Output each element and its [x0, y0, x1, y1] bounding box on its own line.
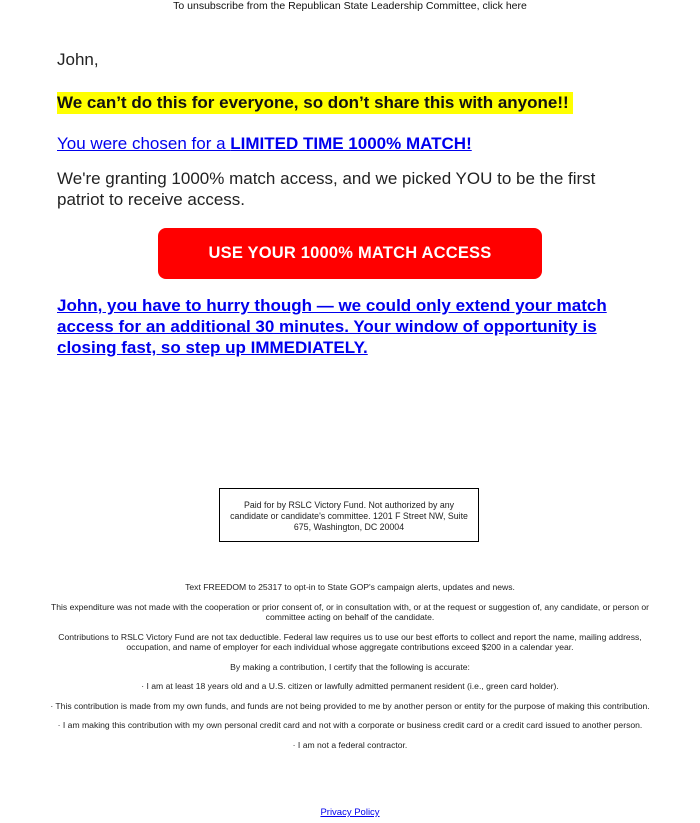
match-access-button[interactable]: USE YOUR 1000% MATCH ACCESS — [158, 228, 542, 279]
paid-for-disclaimer: Paid for by RSLC Victory Fund. Not authorized by any candidate or candidate's committee. 1201 F Street NW, Suite 675, Washington, DC 20004 — [219, 488, 479, 542]
privacy-row — [0, 807, 700, 819]
sms-optin-text: Text FREEDOM to 25317 to opt-in to State GOP's campaign alerts, updates and news. — [185, 582, 515, 592]
body-paragraph: We're granting 1000% match access, and we picked YOU to be the first patriot to receive access. — [57, 169, 596, 209]
greeting: John, — [57, 50, 99, 69]
contributions-text: Contributions to RSLC Victory Fund are not tax deductible. Federal law requires us to use our best efforts to collect and report the name, mailing address, occupation, and name of employer for each individual whose aggregate contributions exceed $200 in a calendar year. — [58, 631, 642, 652]
certify-item: · This contribution is made from my own funds, and funds are not being provided to me by another person or entity for the purpose of making this contribution. — [50, 700, 650, 711]
chosen-match-link[interactable] — [57, 134, 472, 154]
email-body — [57, 50, 647, 358]
unsubscribe-link[interactable]: To unsubscribe from the Republican State Leadership Committee, click here — [173, 0, 527, 12]
chosen-link-bold: LIMITED TIME 1000% MATCH! — [230, 134, 472, 153]
certify-item: · I am making this contribution with my own personal credit card and not with a corporate or business credit card or a credit card issued to another person. — [57, 720, 643, 730]
hurry-link[interactable]: John, you have to hurry though — we could only extend your match access for an additional 30 minutes. Your window of opportunity is closing fast, so step up IMMEDIATELY. — [57, 296, 607, 357]
certify-item: · I am not a federal contractor. — [292, 739, 408, 750]
certify-item: · I am at least 18 years old and a U.S. citizen or lawfully admitted permanent resident (i.e., green card holder). — [141, 681, 559, 691]
cta-row — [57, 228, 647, 279]
expenditure-text: This expenditure was not made with the cooperation or prior consent of, or in consultation with, or at the request or suggestion of, any candidate, or person or committee acting on behalf of the candidate. — [50, 601, 650, 622]
certify-text: By making a contribution, I certify that the following is accurate: — [230, 661, 470, 672]
privacy-policy-link[interactable]: Privacy Policy — [320, 807, 380, 818]
chosen-link-prefix: You were chosen for a — [57, 134, 231, 153]
legal-footer — [48, 582, 652, 759]
highlight-row — [57, 92, 647, 114]
highlight-warning: We can’t do this for everyone, so don’t share this with anyone!! — [57, 92, 573, 114]
